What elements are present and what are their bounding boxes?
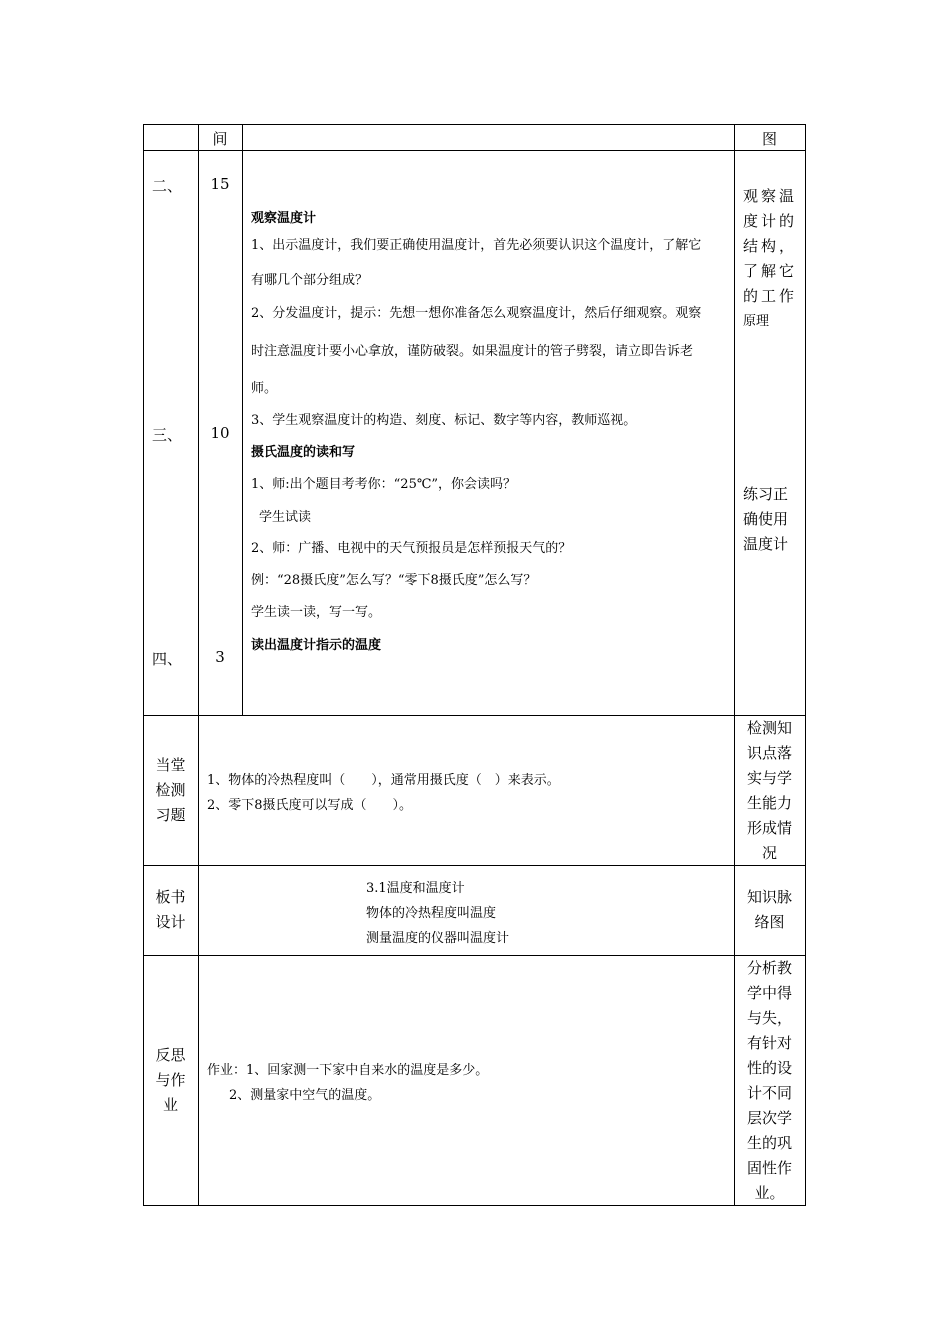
step-minutes: 15: [210, 175, 230, 193]
exercise-item: 2、零下8摄氏度可以写成（ ）。: [207, 798, 413, 813]
content-line: 有哪几个部分组成？: [251, 273, 369, 288]
board-line: 3.1温度和温度计: [366, 881, 465, 896]
design-intent: 检测知 识点落 实与学 生能力 形成情 况: [746, 719, 792, 862]
content-line: 例：“28摄氏度”怎么写？“零下8摄氏度”怎么写？: [251, 573, 537, 588]
row-divider: [143, 715, 806, 716]
row-divider: [143, 955, 806, 956]
exercise-item: 1、物体的冷热程度叫（ ），通常用摄氏度（ ）来表示。: [207, 773, 560, 788]
row-divider: [143, 865, 806, 866]
section-heading: 读出温度计指示的温度: [251, 638, 382, 653]
step-minutes: 10: [210, 424, 230, 442]
section-heading: 摄氏温度的读和写: [251, 445, 356, 460]
table-border-bottom: [143, 1205, 806, 1206]
content-line: 1、师:出个题目考考你：“25℃”，你会读吗？: [251, 477, 517, 492]
content-line: 2、分发温度计，提示：先想一想你准备怎么观察温度计，然后仔细观察。观察: [251, 306, 702, 321]
content-line: 学生试读: [259, 510, 312, 525]
row-label-board: 板书 设计: [155, 888, 186, 931]
board-line: 测量温度的仪器叫温度计: [366, 931, 510, 946]
step-label: 三、: [152, 426, 183, 444]
design-intent: 观察温 度计的 结构， 了解它 的工作 原理: [743, 187, 798, 329]
col-divider: [242, 124, 243, 715]
step-label: 二、: [152, 177, 183, 195]
design-intent: 练习正 确使用 温度计: [743, 485, 789, 553]
design-intent: 知识脉 络图: [746, 888, 792, 931]
design-intent: 分析教 学中得 与失， 有针对 性的设 计不同 层次学 生的巩 固性作 业。: [746, 959, 792, 1202]
content-line: 时注意温度计要小心拿放，谨防破裂。如果温度计的管子劈裂，请立即告诉老: [251, 344, 694, 359]
header-time: 间: [212, 130, 228, 148]
row-label-exercise: 当堂 检测 习题: [155, 756, 186, 824]
content-line: 师。: [251, 381, 278, 396]
header-intent: 图: [761, 130, 777, 148]
section-heading: 观察温度计: [251, 211, 317, 226]
board-line: 物体的冷热程度叫温度: [366, 906, 497, 921]
content-line: 3、学生观察温度计的构造、刻度、标记、数字等内容，教师巡视。: [251, 413, 637, 428]
content-line: 1、出示温度计，我们要正确使用温度计，首先必须要认识这个温度计，了解它: [251, 238, 702, 253]
content-line: 2、师：广播、电视中的天气预报员是怎样预报天气的？: [251, 541, 572, 556]
content-line: 学生读一读，写一写。: [251, 605, 382, 620]
table-border-right: [805, 124, 806, 1206]
homework-item: 作业：1、回家测一下家中自来水的温度是多少。: [207, 1063, 489, 1078]
homework-item: 2、测量家中空气的温度。: [229, 1088, 381, 1103]
step-label: 四、: [152, 650, 183, 668]
step-minutes: 3: [215, 648, 225, 666]
row-label-reflect: 反思 与作 业: [155, 1046, 186, 1114]
